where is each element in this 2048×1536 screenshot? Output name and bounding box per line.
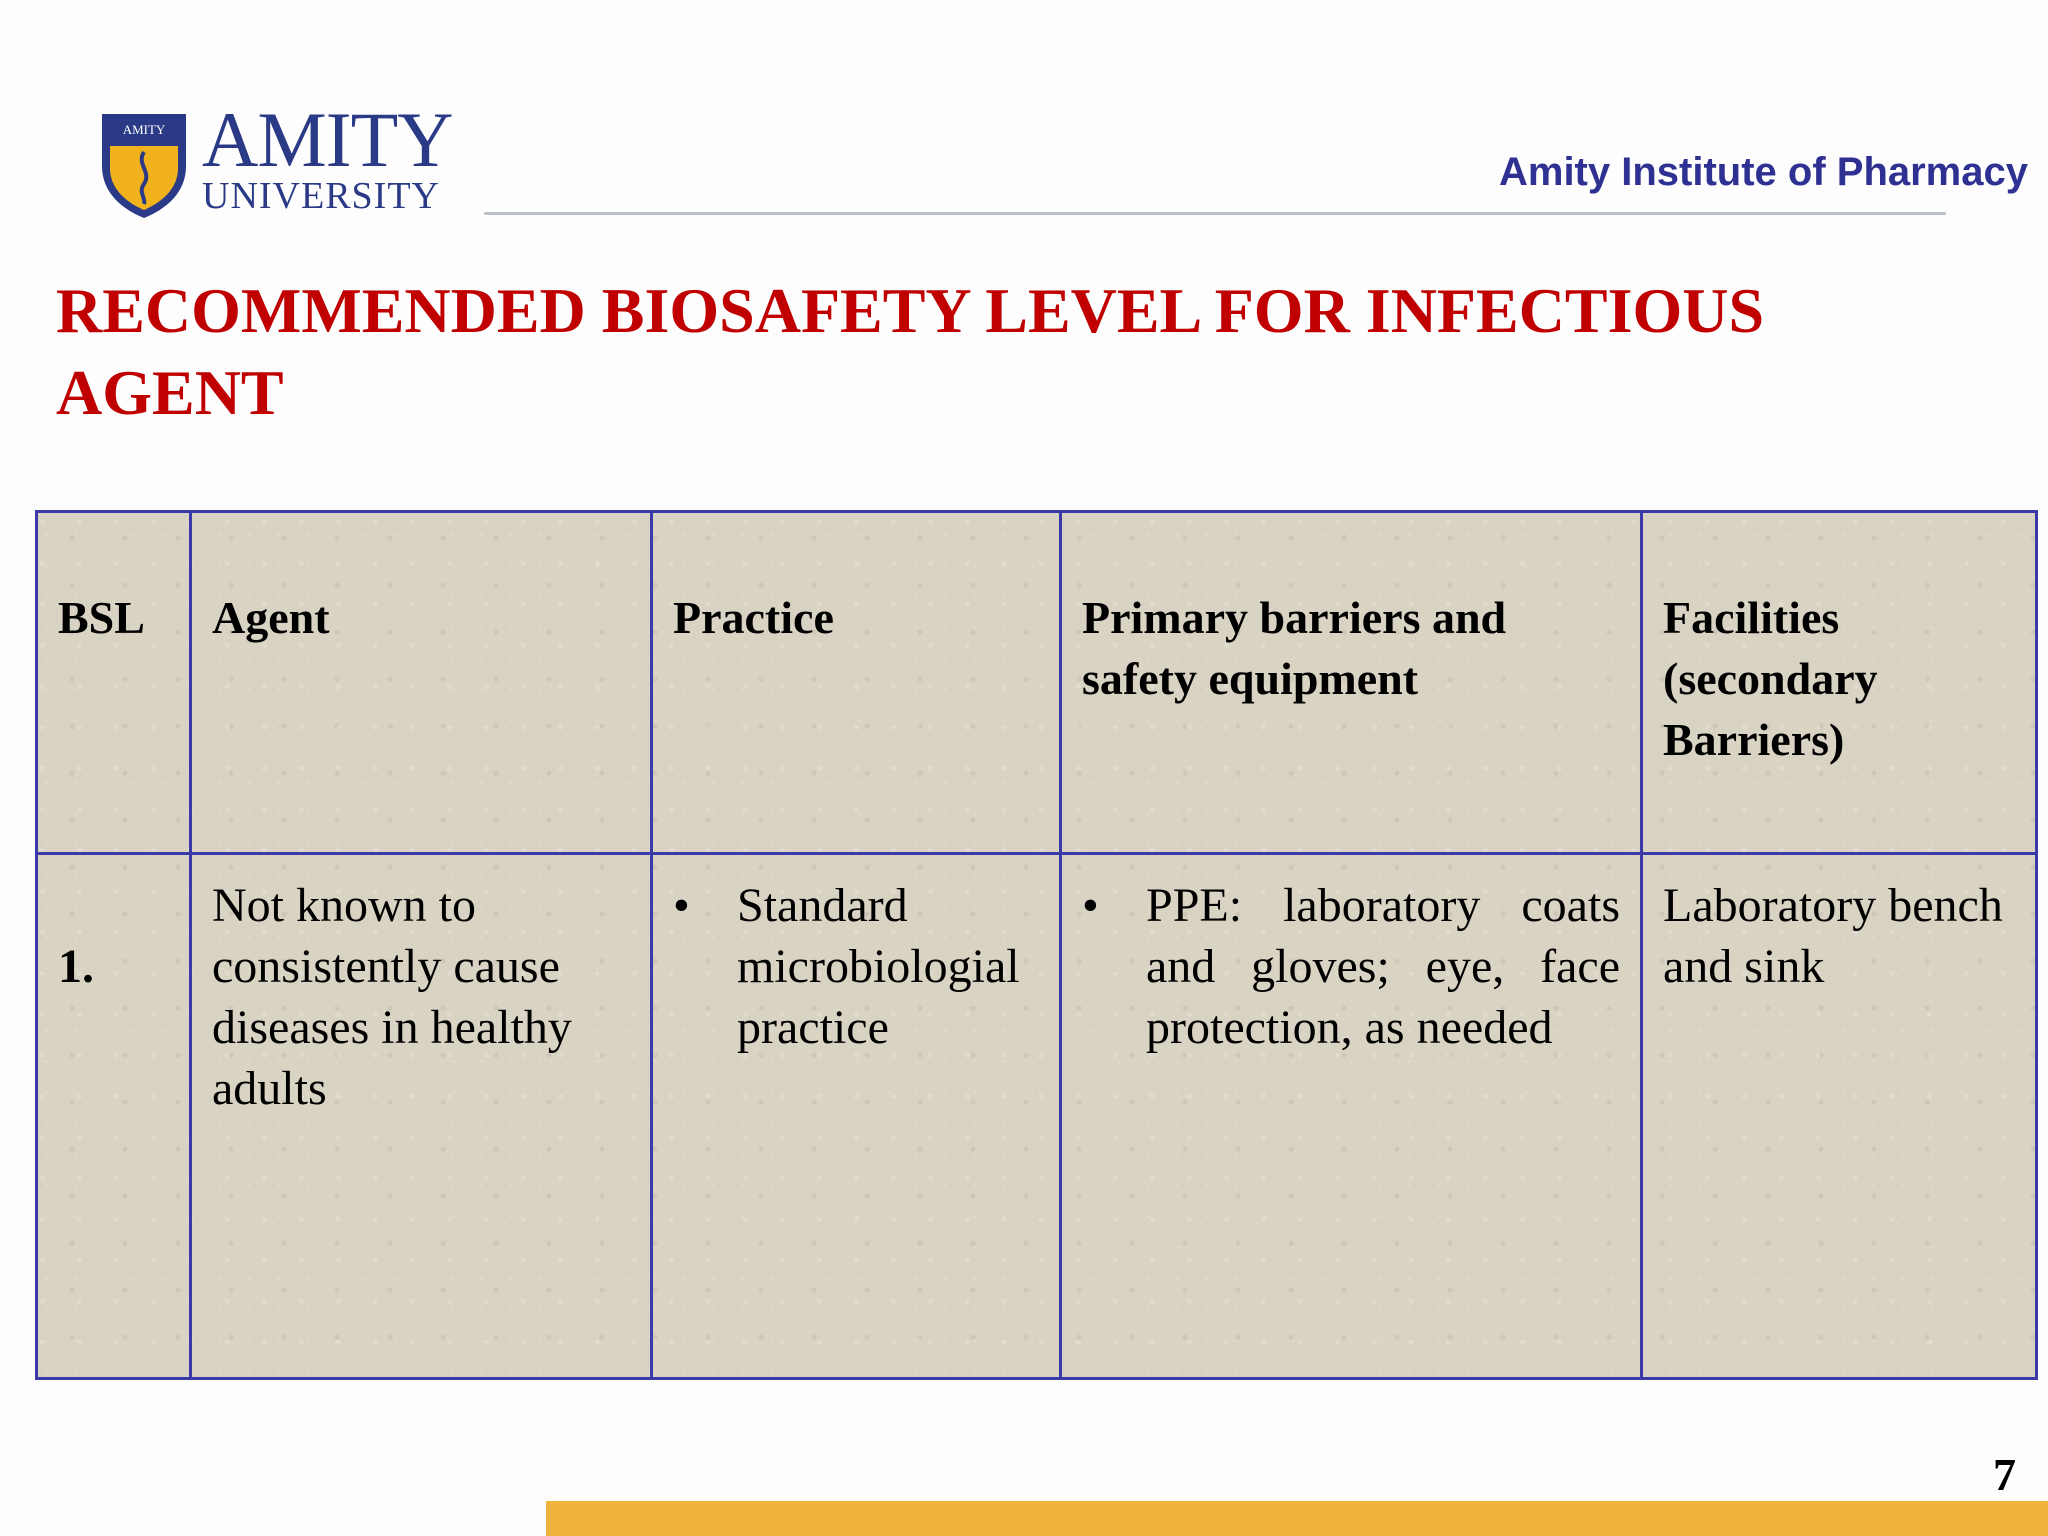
header-divider: [484, 212, 1946, 215]
practice-text: Standard microbiologial practice: [737, 879, 1020, 1054]
biosafety-table-container: [35, 510, 2035, 1380]
page-number: 7: [1993, 1449, 2016, 1500]
header-facilities: Facilities (secondary Barriers): [1642, 512, 2037, 854]
barrier-bullet-item: [1082, 875, 1620, 1058]
cell-bsl: [37, 854, 191, 1379]
slide-title: RECOMMENDED BIOSAFETY LEVEL FOR INFECTIOUS AGENT: [56, 275, 1765, 428]
bullet-icon: •: [1082, 879, 1099, 932]
header-bsl: BSL: [37, 512, 191, 854]
bsl-level: 1.: [58, 940, 94, 993]
shield-label: AMITY: [122, 122, 166, 137]
institute-name: Amity Institute of Pharmacy: [1498, 150, 2028, 194]
logo-wordmark: [202, 96, 453, 217]
header-primary-barriers: Primary barriers and safety equipment: [1061, 512, 1642, 854]
table-header-row: [37, 512, 2037, 854]
header-agent: Agent: [191, 512, 652, 854]
header-practice: Practice: [652, 512, 1061, 854]
cell-facilities: Laboratory bench and sink: [1642, 854, 2037, 1379]
cell-agent: Not known to consistently cause diseases in healthy adults: [191, 854, 652, 1379]
barrier-text: PPE: laboratory coats and gloves; eye, face protection, as needed: [1146, 879, 1620, 1054]
logo-wordmark-amity: AMITY: [202, 96, 453, 183]
table-row: [37, 854, 2037, 1379]
logo-wordmark-university: UNIVERSITY: [202, 175, 440, 217]
cell-primary-barriers: [1061, 854, 1642, 1379]
bullet-icon: •: [673, 879, 690, 932]
amity-shield-icon: [96, 108, 192, 220]
practice-bullet-item: [673, 875, 1039, 1058]
biosafety-table: [35, 510, 2038, 1380]
cell-practice: [652, 854, 1061, 1379]
amity-university-logo: [96, 96, 453, 225]
footer-accent-bar: [546, 1501, 2048, 1536]
